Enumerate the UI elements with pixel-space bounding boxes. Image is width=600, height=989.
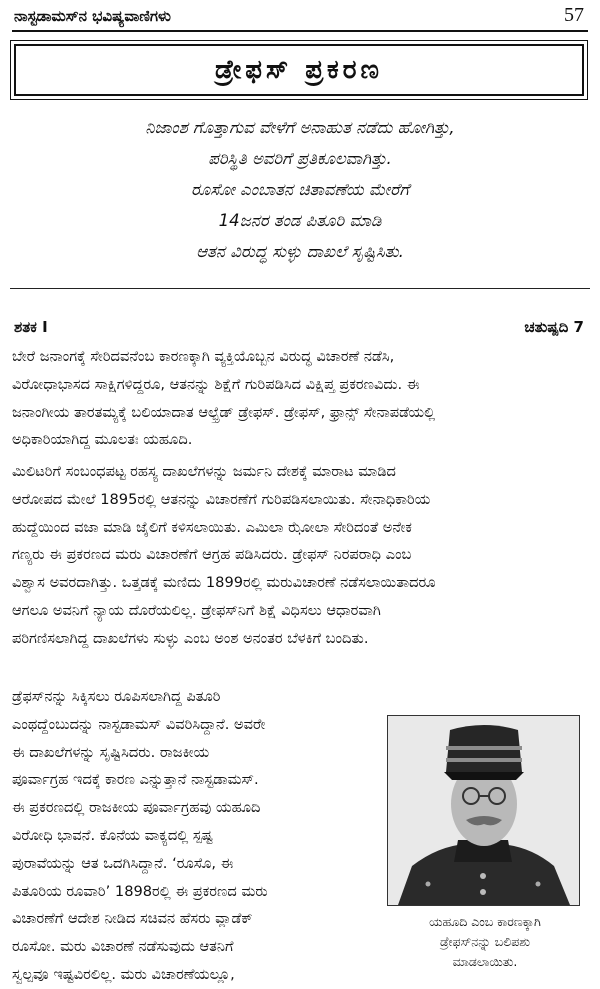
dreyfus-portrait-photo [387,715,580,906]
chapter-title-box [14,44,584,96]
century-label: ಶತಕ I [14,318,48,336]
text-line: ಅಧಿಕಾರಿಯಾಗಿದ್ದ ಮೂಲತಃ ಯಹೂದಿ. [12,431,193,449]
caption-line: ಯಹೂದಿ ಎಂಬ ಕಾರಣಕ್ಕಾಗಿ [429,914,541,929]
quatrain-verse [20,112,580,267]
text-line: ಮಿಲಿಟರಿಗೆ ಸಂಬಂಧಪಟ್ಟ ರಹಸ್ಯ ದಾಖಲೆಗಳನ್ನು ಜರ್ಮನಿ ದೇಶಕ್ಕೆ ಮಾರಾಟ ಮಾಡಿದ [12,463,396,480]
text-line: ಸ್ವಲ್ಪವೂ ಇಷ್ಟವಿರಲಿಲ್ಲ. ಮರು ವಿಚಾರಣೆಯಲ್ಲೂ, [12,965,235,983]
verse-line: ರೂಸೋ ಎಂಬಾತನ ಚಿತಾವಣೆಯ ಮೇರೆಗೆ [190,180,410,199]
caption-line: ಮಾಡಲಾಯಿತು. [452,954,518,969]
verse-line: 14ಜನರ ತಂಡ ಪಿತೂರಿ ಮಾಡಿ [218,211,382,230]
text-line: ಪೂರ್ವಾಗ್ರಹ ಇದಕ್ಕೆ ಕಾರಣ ಎನ್ನುತ್ತಾನೆ ನಾಸ್ಟಡಾಮಸ್. [12,771,259,789]
caption-line: ಡ್ರೇಫಸ್‌ನನ್ನು ಬಲಿಪಶು [439,934,531,949]
text-line: ಡ್ರೆಫಸ್‌ನನ್ನು ಸಿಕ್ಕಿಸಲು ರೂಪಿಸಲಾಗಿದ್ದ ಪಿತೂರಿ [12,688,221,705]
text-line: ರೂಸೋ. ಮರು ವಿಚಾರಣೆ ನಡೆಸುವುದು ಆತನಿಗೆ [12,938,234,956]
figure-caption [382,912,588,972]
verse-line: ಆತನ ವಿರುದ್ಧ ಸುಳ್ಳು ದಾಖಲೆ ಸೃಷ್ಟಿಸಿತು. [196,242,404,261]
section-divider [10,288,590,289]
running-head: ನಾಸ್ಟಡಾಮಸ್‌ನ ಭವಿಷ್ಯವಾಣಿಗಳು [14,7,171,25]
quatrain-reference [12,318,588,340]
body-paragraph-2 [12,458,590,653]
text-line: ಈ ಪ್ರಕರಣದಲ್ಲಿ ರಾಜಕೀಯ ಪೂರ್ವಾಗ್ರಹವು ಯಹೂದಿ [12,799,261,817]
text-line: ಪರಿಗಣಿಸಲಾಗಿದ್ದ ದಾಖಲೆಗಳು ಸುಳ್ಳು ಎಂಬ ಅಂಶ ಅನಂತರ ಬೆಳಕಿಗೆ ಬಂದಿತು. [12,629,369,647]
portrait-illustration [388,716,579,905]
quatrain-label: ಚತುಷ್ಪದಿ 7 [524,318,584,336]
text-line: ವಿರೋಧಾಭಾಸದ ಸಾಕ್ಷಿಗಳಿದ್ದರೂ, ಆತನನ್ನು ಶಿಕ್ಷೆಗೆ ಗುರಿಪಡಿಸಿದ ವಿಕ್ಷಿಪ್ತ ಪ್ರಕರಣವಿದು. ಈ [12,375,420,393]
text-line: ಬೇರೆ ಜನಾಂಗಕ್ಕೆ ಸೇರಿದವನೆಂಬ ಕಾರಣಕ್ಕಾಗಿ ವ್ಯಕ್ತಿಯೊಬ್ಬನ ವಿರುದ್ಧ ವಿಚಾರಣೆ ನಡೆಸಿ, [12,348,395,365]
text-line: ವಿರೋಧಿ ಭಾವನೆ. ಕೊನೆಯ ವಾಕ್ಯದಲ್ಲಿ ಸ್ಪಷ್ಟ [12,826,213,844]
text-line: ವಿಚಾರಣೆಗೆ ಆದೇಶ ನೀಡಿದ ಸಚಿವನ ಹೆಸರು ವ್ಲಾಡೆಕ್ [12,910,253,928]
page-number: 57 [564,4,584,26]
body-paragraph-1 [12,343,590,454]
text-line: ಜನಾಂಗೀಯ ತಾರತಮ್ಯಕ್ಕೆ ಬಲಿಯಾದಾತ ಆಲ್ಫ್ರೆಡ್ ಡ್ರೇಫಸ್. ಡ್ರೇಫಸ್, ಫ್ರಾನ್ಸ್ ಸೇನಾಪಡೆಯಲ್ಲಿ [12,403,436,421]
text-line: ಆಗಲೂ ಅವನಿಗೆ ನ್ಯಾಯ ದೊರೆಯಲಿಲ್ಲ. ಡ್ರೇಫಸ್‌ನಿಗೆ ಶಿಕ್ಷೆ ವಿಧಿಸಲು ಆಧಾರವಾಗಿ [12,601,381,619]
text-line: ಪಿತೂರಿಯ ರೂವಾರಿ’ 1898ರಲ್ಲಿ ಈ ಪ್ರಕರಣದ ಮರು [12,882,268,900]
verse-line: ಪರಿಸ್ಥಿತಿ ಅವರಿಗೆ ಪ್ರತಿಕೂಲವಾಗಿತ್ತು. [208,149,392,168]
text-line: ಗಣ್ಯರು ಈ ಪ್ರಕರಣದ ಮರು ವಿಚಾರಣೆಗೆ ಆಗ್ರಹ ಪಡಿಸಿದರು. ಡ್ರೇಫಸ್ ನಿರಪರಾಧಿ ಎಂಬ [12,546,412,564]
text-line: ಪುರಾವೆಯನ್ನು ಆತ ಒದಗಿಸಿದ್ದಾನೆ. ‘ರೂಸೊ, ಈ [12,854,234,872]
text-line: ಆರೋಪದ ಮೇಲೆ 1895ರಲ್ಲಿ ಆತನನ್ನು ವಿಚಾರಣೆಗೆ ಗುರಿಪಡಿಸಲಾಯಿತು. ಸೇನಾಧಿಕಾರಿಯ [12,490,431,508]
chapter-title: ಡ್ರೇಫಸ್ ಪ್ರಕರಣ [215,55,383,85]
verse-line: ನಿಜಾಂಶ ಗೊತ್ತಾಗುವ ವೇಳೆಗೆ ಅನಾಹುತ ನಡೆದು ಹೋಗಿತ್ತು, [145,118,455,137]
page-header [12,4,588,32]
text-line: ಈ ದಾಖಲೆಗಳನ್ನು ಸೃಷ್ಟಿಸಿದರು. ರಾಜಕೀಯ [12,743,210,761]
body-paragraph-3 [12,683,374,989]
text-line: ಎಂಥದ್ದೆಂಬುದನ್ನು ನಾಸ್ಟಡಾಮಸ್ ವಿವರಿಸಿದ್ದಾನೆ. ಅವರೇ [12,715,266,733]
text-line: ಹುದ್ದೆಯಿಂದ ವಜಾ ಮಾಡಿ ಜೈಲಿಗೆ ಕಳಿಸಲಾಯಿತು. ಎಮಿಲಾ ಝೋಲಾ ಸೇರಿದಂತೆ ಅನೇಕ [12,518,412,536]
text-line: ವಿಶ್ವಾಸ ಅವರದಾಗಿತ್ತು. ಒತ್ತಡಕ್ಕೆ ಮಣಿದು 1899ರಲ್ಲಿ ಮರುವಿಚಾರಣೆ ನಡೆಸಲಾಯಿತಾದರೂ [12,574,436,592]
